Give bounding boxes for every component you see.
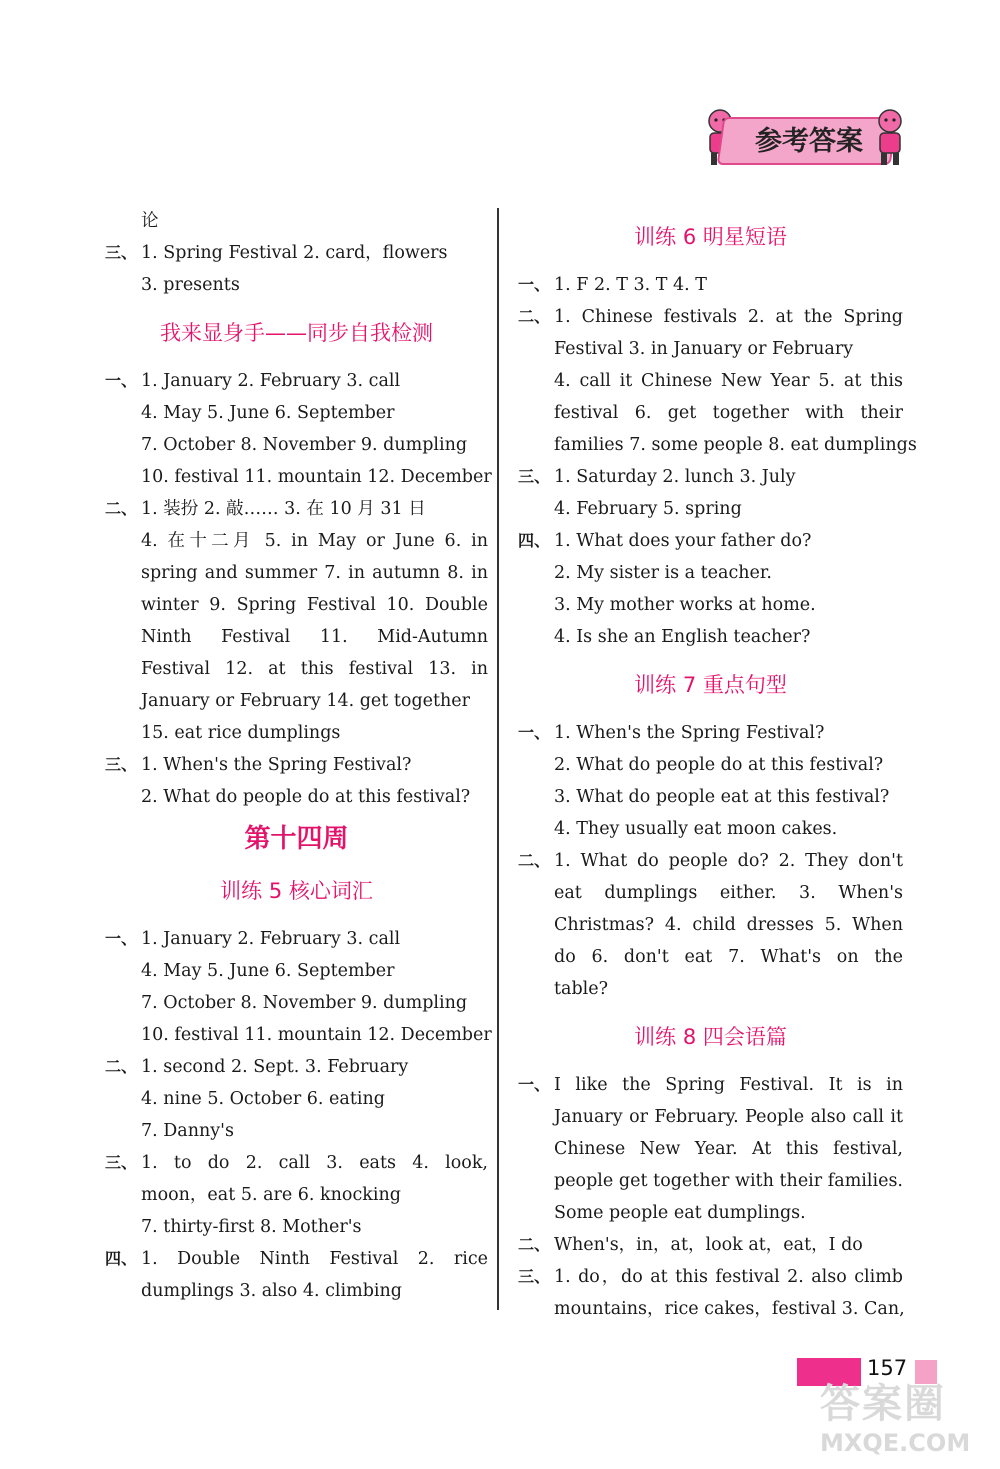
answer-text: 4. May 5. June 6. September bbox=[141, 403, 395, 423]
answer-line bbox=[518, 1165, 903, 1197]
answer-line bbox=[518, 1261, 903, 1293]
answer-line bbox=[105, 365, 488, 397]
answer-line bbox=[105, 237, 488, 269]
answer-line bbox=[518, 813, 903, 845]
section-heading: 我来显身手——同步自我检测 bbox=[160, 321, 433, 345]
answer-text: January or February. People also call it bbox=[554, 1107, 903, 1127]
section-heading: 训练 6 明星短语 bbox=[634, 225, 787, 249]
answer-line bbox=[105, 923, 488, 955]
answer-text: winter 9. Spring Festival 10. Double bbox=[141, 595, 488, 615]
part-marker: 四、 bbox=[105, 1249, 138, 1268]
left-column bbox=[105, 205, 492, 1307]
answer-line bbox=[105, 1275, 488, 1307]
answer-text: 3. My mother works at home. bbox=[554, 595, 816, 615]
answer-text: 4. call it Chinese New Year 5. at this bbox=[554, 371, 903, 391]
answer-text: 15. eat rice dumplings bbox=[141, 723, 341, 743]
answer-text: January or February 14. get together bbox=[141, 691, 471, 711]
answer-text: mountains，rice cakes，festival 3. Can, bbox=[554, 1299, 905, 1319]
answer-text: 4. 在十二月 5. in May or June 6. in bbox=[141, 531, 488, 551]
part-marker: 二、 bbox=[518, 851, 551, 870]
cartoon-kid-right-icon bbox=[870, 107, 910, 167]
answer-line bbox=[518, 1101, 903, 1133]
answer-line bbox=[105, 493, 488, 525]
answer-line bbox=[518, 717, 903, 749]
answer-text: 2. My sister is a teacher. bbox=[554, 563, 772, 583]
answer-line bbox=[105, 1115, 488, 1147]
answer-text: do 6. don't eat 7. What's on the bbox=[554, 947, 903, 967]
part-marker: 一、 bbox=[518, 275, 551, 294]
answer-line bbox=[518, 365, 903, 397]
answer-line bbox=[518, 557, 903, 589]
answer-text: dumplings 3. also 4. climbing bbox=[141, 1281, 402, 1301]
answer-text: 1. Saturday 2. lunch 3. July bbox=[554, 467, 796, 487]
part-marker: 三、 bbox=[105, 243, 138, 262]
part-marker: 三、 bbox=[518, 467, 551, 486]
answer-line bbox=[105, 1083, 488, 1115]
answers-banner bbox=[700, 105, 910, 175]
answer-line bbox=[518, 1069, 903, 1101]
watermark bbox=[820, 1380, 995, 1464]
answer-line bbox=[518, 781, 903, 813]
answer-line bbox=[105, 781, 488, 813]
answer-text: 1. What do people do? 2. They don't bbox=[554, 851, 903, 871]
answer-text: Festival 12. at this festival 13. in bbox=[141, 659, 488, 679]
answer-text: spring and summer 7. in autumn 8. in bbox=[141, 563, 488, 583]
answer-text: eat dumplings either. 3. When's bbox=[554, 883, 903, 903]
answer-text: 1. second 2. Sept. 3. February bbox=[141, 1057, 409, 1077]
part-marker: 三、 bbox=[105, 755, 138, 774]
answer-line bbox=[518, 845, 903, 877]
section-heading: 训练 8 四会语篇 bbox=[634, 1025, 787, 1049]
answer-line bbox=[518, 1293, 903, 1325]
answer-text: 1. Double Ninth Festival 2. rice bbox=[141, 1249, 488, 1269]
answer-text: 4. February 5. spring bbox=[554, 499, 742, 519]
part-marker: 一、 bbox=[518, 723, 551, 742]
answer-line bbox=[105, 749, 488, 781]
answer-line bbox=[105, 1147, 488, 1179]
answer-line bbox=[105, 955, 488, 987]
answer-line bbox=[105, 397, 488, 429]
answer-text: 1. 装扮 2. 敲…… 3. 在 10 月 31 日 bbox=[141, 499, 426, 519]
answer-text: 1. When's the Spring Festival? bbox=[141, 755, 412, 775]
answer-line bbox=[518, 589, 903, 621]
answer-text: 1. F 2. T 3. T 4. T bbox=[554, 275, 707, 295]
answer-text: 3. What do people eat at this festival? bbox=[554, 787, 890, 807]
answer-text: Some people eat dumplings. bbox=[554, 1203, 806, 1223]
answer-line bbox=[518, 909, 903, 941]
answer-text: families 7. some people 8. eat dumplings bbox=[554, 435, 917, 455]
answer-text: 10. festival 11. mountain 12. December bbox=[141, 467, 492, 487]
answer-text: 7. October 8. November 9. dumpling bbox=[141, 435, 468, 455]
part-marker: 一、 bbox=[105, 371, 138, 390]
answer-line bbox=[518, 269, 903, 301]
answer-text: 1. January 2. February 3. call bbox=[141, 371, 401, 391]
answer-line bbox=[105, 1019, 492, 1051]
answer-line bbox=[518, 877, 903, 909]
answer-line bbox=[518, 621, 903, 653]
part-marker: 一、 bbox=[518, 1075, 551, 1094]
part-marker: 四、 bbox=[518, 531, 551, 550]
answer-line bbox=[518, 973, 903, 1005]
answer-text: I like the Spring Festival. It is in bbox=[554, 1075, 903, 1095]
column-divider bbox=[497, 208, 499, 1310]
answer-line bbox=[518, 397, 903, 429]
answer-text: 4. They usually eat moon cakes. bbox=[554, 819, 838, 839]
answer-line bbox=[518, 429, 917, 461]
answer-line bbox=[105, 525, 488, 557]
answer-line bbox=[105, 205, 488, 237]
answer-line bbox=[518, 461, 903, 493]
answer-text: 10. festival 11. mountain 12. December bbox=[141, 1025, 492, 1045]
answer-text: 1. Spring Festival 2. card，flowers bbox=[141, 243, 448, 263]
answer-text: 3. presents bbox=[141, 275, 240, 295]
watermark-bottom: MXQE.COM bbox=[820, 1429, 971, 1457]
answer-text: 7. October 8. November 9. dumpling bbox=[141, 993, 468, 1013]
part-marker: 一、 bbox=[105, 929, 138, 948]
answer-text: 1. do，do at this festival 2. also climb bbox=[554, 1267, 903, 1287]
watermark-top: 答案圈 bbox=[820, 1381, 946, 1427]
answer-line bbox=[518, 1197, 903, 1229]
answer-line bbox=[518, 301, 903, 333]
answer-text: 1. January 2. February 3. call bbox=[141, 929, 401, 949]
answer-line bbox=[105, 429, 488, 461]
answer-text: Christmas? 4. child dresses 5. When bbox=[554, 915, 903, 935]
answer-text: Ninth Festival 11. Mid-Autumn bbox=[141, 627, 488, 647]
answer-line bbox=[518, 333, 903, 365]
answer-text: 2. What do people do at this festival? bbox=[554, 755, 884, 775]
answer-text: 1. What does your father do? bbox=[554, 531, 812, 551]
answer-text: 论 bbox=[141, 211, 159, 231]
answer-line bbox=[105, 269, 488, 301]
answer-text: festival 6. get together with their bbox=[554, 403, 903, 423]
answer-line bbox=[105, 1179, 488, 1211]
answer-text: 4. May 5. June 6. September bbox=[141, 961, 395, 981]
section-heading: 训练 7 重点句型 bbox=[634, 673, 787, 697]
answer-text: When's，in，at，look at，eat，I do bbox=[554, 1235, 863, 1255]
answer-line bbox=[518, 493, 903, 525]
answer-text: 7. thirty-first 8. Mother's bbox=[141, 1217, 362, 1237]
page-number: 157 bbox=[867, 1356, 908, 1380]
answer-text: 4. nine 5. October 6. eating bbox=[141, 1089, 385, 1109]
part-marker: 二、 bbox=[518, 1235, 551, 1254]
answer-text: Festival 3. in January or February bbox=[554, 339, 854, 359]
part-marker: 二、 bbox=[105, 499, 138, 518]
answer-line bbox=[518, 1133, 903, 1165]
answer-line bbox=[518, 941, 903, 973]
answer-text: people get together with their families. bbox=[554, 1171, 903, 1191]
answer-line bbox=[105, 557, 488, 589]
answer-line bbox=[105, 685, 488, 717]
part-marker: 二、 bbox=[518, 307, 551, 326]
answer-text: 7. Danny's bbox=[141, 1121, 234, 1141]
answer-text: 4. Is she an English teacher? bbox=[554, 627, 811, 647]
answer-line bbox=[105, 1211, 488, 1243]
answer-line bbox=[105, 589, 488, 621]
answer-line bbox=[105, 621, 488, 653]
part-marker: 三、 bbox=[105, 1153, 138, 1172]
part-marker: 二、 bbox=[105, 1057, 138, 1076]
answer-line bbox=[518, 525, 903, 557]
answer-line bbox=[518, 749, 903, 781]
answer-line bbox=[518, 1229, 903, 1261]
answer-line bbox=[105, 653, 488, 685]
week-heading: 第十四周 bbox=[244, 824, 349, 854]
banner-title: 参考答案 bbox=[755, 126, 863, 157]
answer-text: moon，eat 5. are 6. knocking bbox=[141, 1185, 401, 1205]
answer-text: 1. When's the Spring Festival? bbox=[554, 723, 825, 743]
section-heading: 训练 5 核心词汇 bbox=[220, 879, 373, 903]
answer-text: 1. Chinese festivals 2. at the Spring bbox=[554, 307, 903, 327]
part-marker: 三、 bbox=[518, 1267, 551, 1286]
answer-text: Chinese New Year. At this festival, bbox=[554, 1139, 903, 1159]
answer-line bbox=[105, 1243, 488, 1275]
answer-line bbox=[105, 717, 488, 749]
answer-text: table? bbox=[554, 979, 609, 999]
answer-text: 1. to do 2. call 3. eats 4. look, bbox=[141, 1153, 488, 1173]
answer-line bbox=[105, 461, 492, 493]
answer-text: 2. What do people do at this festival? bbox=[141, 787, 471, 807]
answer-line bbox=[105, 1051, 488, 1083]
answer-line bbox=[105, 987, 488, 1019]
right-column bbox=[518, 205, 917, 1325]
